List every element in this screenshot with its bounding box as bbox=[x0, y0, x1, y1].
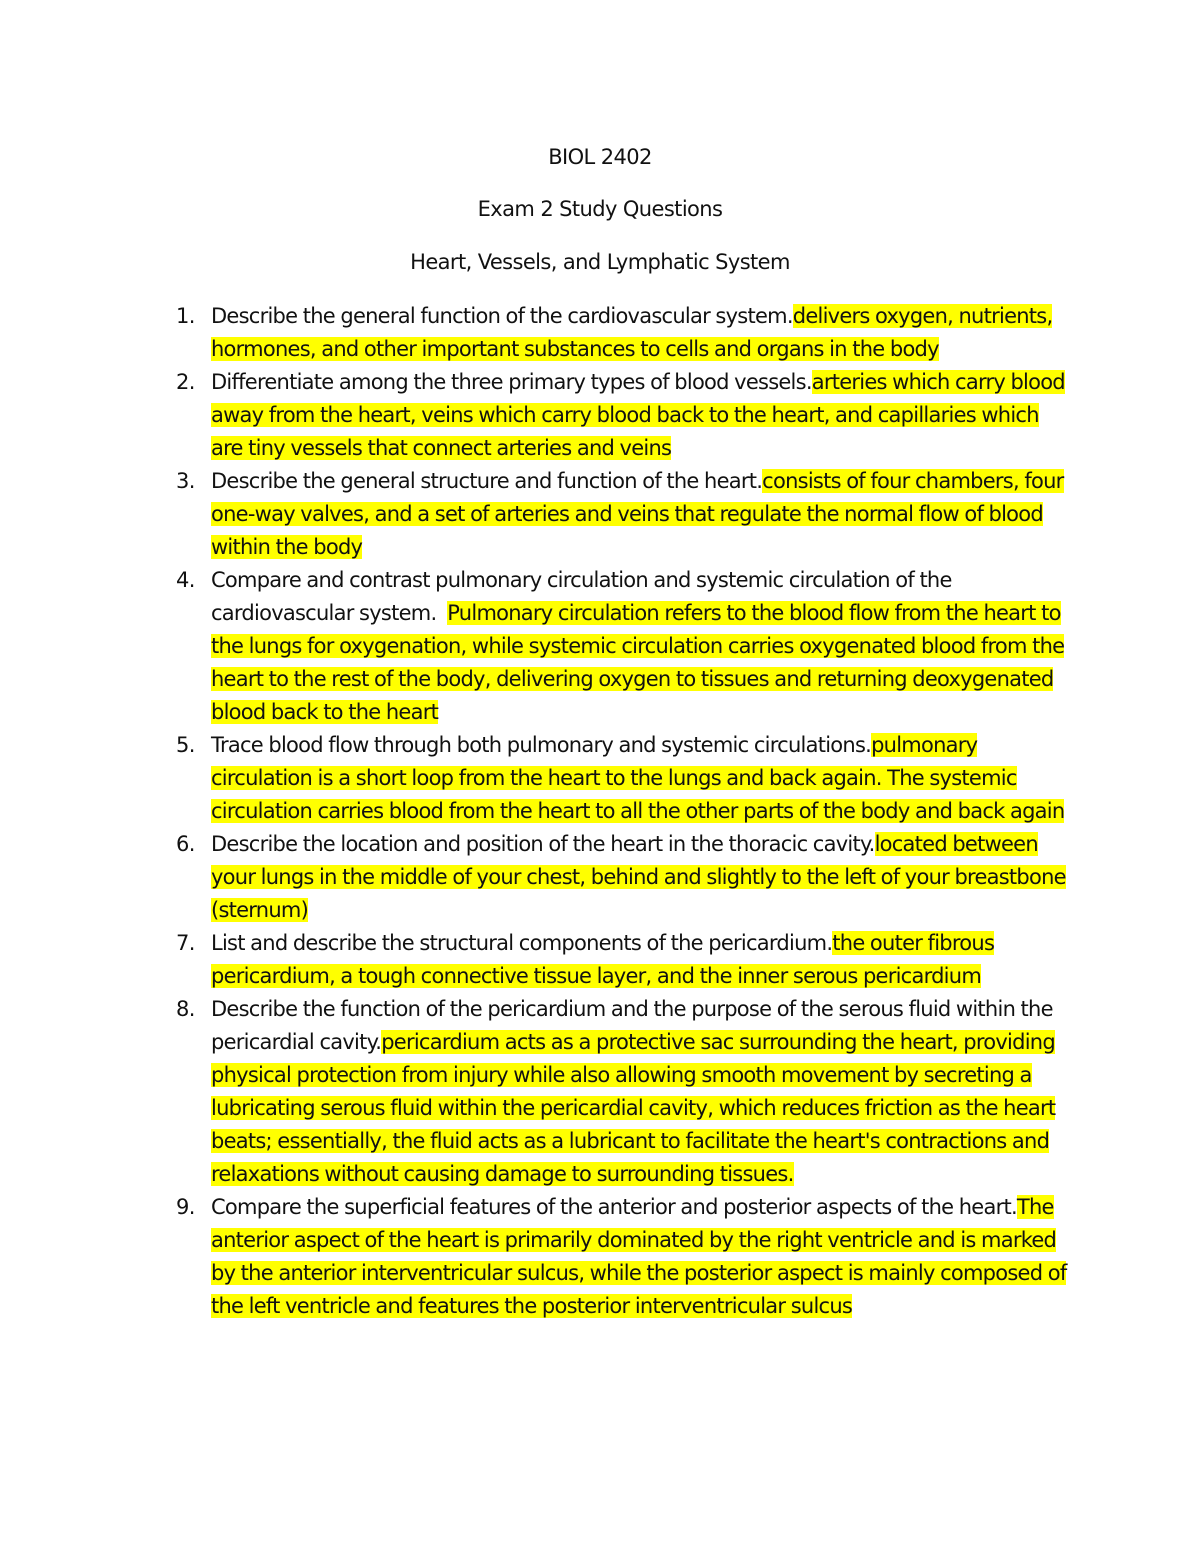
highlighted-answer: consists of four chambers, four one-way valves, and a set of arteries and veins that regulate the normal flow of blood within the body bbox=[211, 469, 1064, 559]
question-prompt: Describe the general structure and function of the heart. bbox=[211, 469, 763, 493]
exam-title: Exam 2 Study Questions bbox=[477, 197, 723, 221]
highlighted-answer: pulmonary circulation is a short loop from the heart to the lungs and back again. The systemic circulation carries blood from the heart to all the other parts of the body and back again bbox=[211, 733, 1065, 823]
highlighted-answer: pericardium acts as a protective sac surrounding the heart, providing physical protection from injury while also allowing smooth movement by secreting a lubricating serous fluid within the pericardial cavity, which reduces friction as the heart beats; essentially, the fluid acts as a lubricant to facilitate the heart's contractions and relaxations without causing damage to surrounding tissues. bbox=[211, 1030, 1056, 1186]
highlighted-answer: located between your lungs in the middle of your chest, behind and slightly to the left of your breastbone (sternum) bbox=[211, 832, 1066, 922]
question-prompt: Differentiate among the three primary types of blood vessels. bbox=[211, 370, 812, 394]
question-item-5 bbox=[0, 729, 1200, 828]
question-number: 8. bbox=[176, 997, 195, 1021]
question-list bbox=[0, 300, 1200, 1323]
topic-heading: Heart, Vessels, and Lymphatic System bbox=[410, 250, 790, 274]
question-item-1 bbox=[0, 300, 1200, 366]
highlighted-answer: The anterior aspect of the heart is primarily dominated by the right ventricle and is marked by the anterior interventricular sulcus, while the posterior aspect is mainly composed of the left ventricle and features the posterior interventricular sulcus bbox=[211, 1195, 1067, 1318]
question-item-2 bbox=[0, 366, 1200, 465]
question-number: 4. bbox=[176, 568, 195, 592]
question-item-6 bbox=[0, 828, 1200, 927]
highlighted-answer: arteries which carry blood away from the heart, veins which carry blood back to the heart, and capillaries which are tiny vessels that connect arteries and veins bbox=[211, 370, 1065, 460]
question-prompt: List and describe the structural components of the pericardium. bbox=[211, 931, 833, 955]
question-prompt: Describe the general function of the cardiovascular system. bbox=[211, 304, 793, 328]
question-prompt: Describe the location and position of the heart in the thoracic cavity. bbox=[211, 832, 875, 856]
question-prompt: Trace blood flow through both pulmonary and systemic circulations. bbox=[211, 733, 872, 757]
question-item-4 bbox=[0, 564, 1200, 729]
question-number: 2. bbox=[176, 370, 195, 394]
highlighted-answer: Pulmonary circulation refers to the blood flow from the heart to the lungs for oxygenation, while systemic circulation carries oxygenated blood from the heart to the rest of the body, delivering oxygen to tissues and returning deoxygenated blood back to the heart bbox=[211, 601, 1065, 724]
question-number: 9. bbox=[176, 1195, 195, 1219]
question-item-8 bbox=[0, 993, 1200, 1191]
question-number: 5. bbox=[176, 733, 195, 757]
question-prompt: Compare the superficial features of the anterior and posterior aspects of the heart. bbox=[211, 1195, 1017, 1219]
highlighted-answer: delivers oxygen, nutrients, hormones, and other important substances to cells and organs in the body bbox=[211, 304, 1053, 361]
question-item-9 bbox=[0, 1191, 1200, 1323]
course-code: BIOL 2402 bbox=[548, 145, 652, 169]
question-item-7 bbox=[0, 927, 1200, 993]
question-number: 6. bbox=[176, 832, 195, 856]
question-prompt: Compare and contrast pulmonary circulation and systemic circulation of the cardiovascular system. bbox=[211, 568, 958, 625]
highlighted-answer: the outer fibrous pericardium, a tough connective tissue layer, and the inner serous pericardium bbox=[211, 931, 995, 988]
question-item-3 bbox=[0, 465, 1200, 564]
question-number: 7. bbox=[176, 931, 195, 955]
question-number: 1. bbox=[176, 304, 195, 328]
question-number: 3. bbox=[176, 469, 195, 493]
question-prompt: Describe the function of the pericardium and the purpose of the serous fluid within the pericardial cavity. bbox=[211, 997, 1053, 1054]
